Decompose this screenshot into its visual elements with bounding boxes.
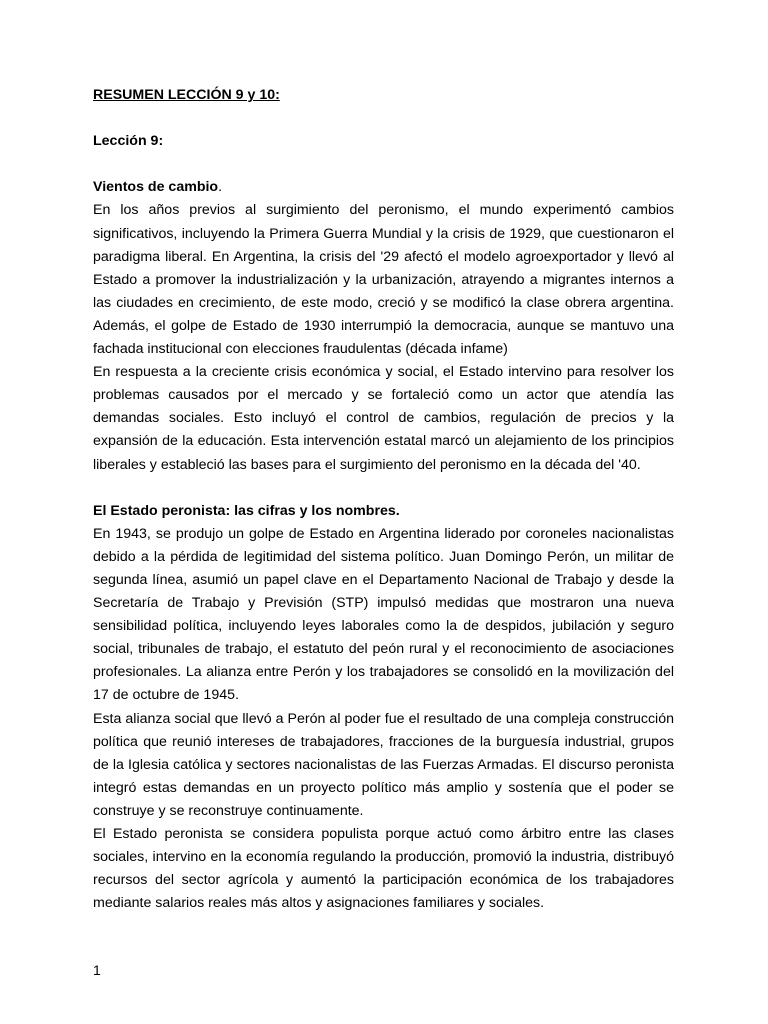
document-page — [93, 84, 674, 915]
spacer — [93, 107, 674, 130]
paragraph: Esta alianza social que llevó a Perón al poder fue el resultado de una compleja construcción política que reunió intereses de trabajadores, fracciones de la burguesía industrial, grupos de la Iglesia católica y sectores nacionalistas de las Fuerzas Armadas. El discurso peronista integró estas demandas en un proyecto político más amplio y sostenía que el poder se construye y se reconstruye continuamente. — [93, 710, 674, 819]
section-heading-text: Vientos de cambio — [93, 179, 219, 196]
section-heading — [93, 500, 674, 523]
section-heading — [93, 176, 674, 199]
page-number: 1 — [93, 962, 101, 978]
section-heading-text: El Estado peronista: las cifras y los nombres. — [93, 502, 400, 519]
paragraph: En respuesta a la creciente crisis económica y social, el Estado intervino para resolver los problemas causados por el mercado y se fortaleció como un actor que atendía las demandas sociales. Esto incluyó el control de cambios, regulación de precios y la expansión de la educación. Esta intervención estatal marcó un alejamiento de los principios liberales y estableció las bases para el surgimiento del peronismo en la década del '40. — [93, 364, 674, 473]
section-heading-suffix: . — [218, 179, 223, 196]
section-estado-peronista — [93, 500, 674, 916]
section-vientos-de-cambio — [93, 176, 674, 476]
paragraph: El Estado peronista se considera populista porque actuó como árbitro entre las clases sociales, intervino en la economía regulando la producción, promovió la industria, distribuyó recursos del sector agrícola y aumentó la participación económica de los trabajadores mediante salarios reales más altos y asignaciones familiares y sociales. — [93, 826, 674, 912]
paragraph: En 1943, se produjo un golpe de Estado en Argentina liderado por coroneles nacionalistas debido a la pérdida de legitimidad del sistema político. Juan Domingo Perón, un militar de segunda línea, asumió un papel clave en el Departamento Nacional de Trabajo y desde la Secretaría de Trabajo y Previsión (STP) impulsó medidas que mostraron una nueva sensibilidad política, incluyendo leyes laborales como la de despidos, jubilación y seguro social, tribunales de trabajo, el estatuto del peón rural y el reconocimiento de asociaciones profesionales. La alianza entre Perón y los trabajadores se consolidó en la movilización del 17 de octubre de 1945. — [93, 525, 674, 704]
spacer — [93, 153, 674, 176]
lesson-heading: Lección 9: — [93, 133, 164, 150]
document-title: RESUMEN LECCIÓN 9 y 10: — [93, 87, 280, 103]
paragraph: En los años previos al surgimiento del peronismo, el mundo experimentó cambios significativos, incluyendo la Primera Guerra Mundial y la crisis de 1929, que cuestionaron el paradigma liberal. En Argentina, la crisis del '29 afectó el modelo agroexportador y llevó al Estado a promover la industrialización y la urbanización, atrayendo a migrantes internos a las ciudades en crecimiento, de este modo, creció y se modificó la clase obrera argentina. Además, el golpe de Estado de 1930 interrumpió la democracia, aunque se mantuvo una fachada institucional con elecciones fraudulentas (década infame) — [93, 202, 674, 358]
spacer — [93, 477, 674, 500]
